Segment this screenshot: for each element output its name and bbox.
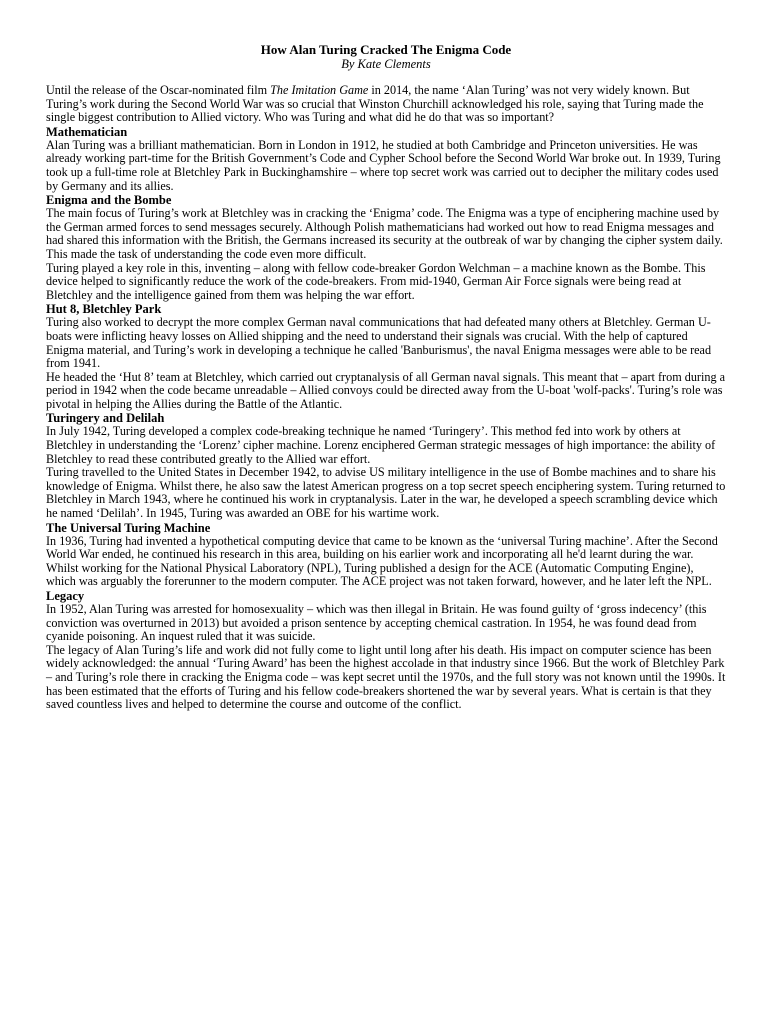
document-author: By Kate Clements (341, 57, 431, 71)
intro-text-before: Until the release of the Oscar-nominated film (46, 83, 271, 97)
section-paragraph: In 1952, Alan Turing was arrested for homosexuality – which was then illegal in Britain. He was found guilty of ‘gross indecency’ (this conviction was overturned in 2013) but avoided a prison sentence by accepting chemical castration. In 1954, he was found dead from cyanide poisoning. An inquest ruled that it was suicide. (46, 602, 707, 644)
section-paragraph: The legacy of Alan Turing’s life and work did not fully come to light until long after his death. His impact on computer science has been widely acknowledged: the annual ‘Turing Award’ has been the highest accolade in that industry since 1966. But the work of Bletchley Park – and Turing’s role there in cracking the Enigma code – was kept secret until the 1970s, and the full story was not known until the 1990s. It has been estimated that the efforts of Turing and his fellow code-breakers shortened the war by several years. What is certain is that they saved countless lives and helped to determine the course and outcome of the conflict. (46, 642, 726, 712)
section-paragraph: Alan Turing was a brilliant mathematician. Born in London in 1912, he studied at both Cambridge and Princeton universities. He was already working part-time for the British Government’s Code and Cypher School before the Second World War broke out. In 1939, Turing took up a full-time role at Bletchley Park in Buckinghamshire – where top secret work was carried out to decipher the military codes used by Germany and its allies. (46, 137, 721, 193)
section-heading-legacy: Legacy (46, 589, 85, 603)
section-heading-mathematician: Mathematician (46, 124, 128, 139)
document-page (46, 42, 726, 712)
section-paragraph: In July 1942, Turing developed a complex code-breaking technique he named ‘Turingery’. This method fed into work by others at Bletchley in understanding the ‘Lorenz’ cipher machine. Lorenz enciphered German strategic messages of high importance: the ability of Bletchley to read these contributed greatly to the Allied war effort. (46, 424, 716, 466)
section-heading-turingery-delilah: Turingery and Delilah (46, 411, 165, 426)
section-paragraph: In 1936, Turing had invented a hypothetical computing device that came to be known as the ‘universal Turing machine’. After the Second World War ended, he continued his research in this area, building on his earlier work and incorporating all he'd learnt during the war. Whilst working for the National Physical Laboratory (NPL), Turing published a design for the ACE (Automatic Computing Engine), which was arguably the forerunner to the modern computer. The ACE project was not taken forward, however, and he later left the NPL. (46, 533, 718, 589)
document-title: How Alan Turing Cracked The Enigma Code (260, 42, 512, 57)
section-paragraph: He headed the ‘Hut 8’ team at Bletchley, which carried out cryptanalysis of all German naval signals. This meant that – apart from during a period in 1942 when the code became unreadable – Allied convoys could be directed away from the U-boat 'wolf-packs'. Turing’s role was pivotal in helping the Allies during the Battle of the Atlantic. (46, 369, 725, 411)
section-heading-enigma-bombe: Enigma and the Bombe (46, 193, 172, 208)
section-paragraph: Turing travelled to the United States in December 1942, to advise US military intelligence in the use of Bombe machines and to share his knowledge of Enigma. Whilst there, he also saw the latest American progress on a top secret speech enciphering system. Turing returned to Bletchley in March 1943, where he continued his work in cryptanalysis. Later in the war, he developed a speech scrambling device which he named ‘Delilah’. In 1945, Turing was awarded an OBE for his wartime work. (46, 465, 726, 521)
intro-paragraph (46, 84, 726, 125)
section-paragraph: Turing also worked to decrypt the more complex German naval communications that had defeated many others at Bletchley. German U-boats were inflicting heavy losses on Allied shipping and the need to understand their signals was crucial. With the help of captured Enigma material, and Turing’s work in developing a technique he called 'Banburismus', the naval Enigma messages were able to be read from 1941. (46, 315, 712, 371)
film-title: The Imitation Game (270, 83, 369, 97)
section-paragraph: The main focus of Turing’s work at Bletchley was in cracking the ‘Enigma’ code. The Enigma was a type of enciphering machine used by the German armed forces to send messages securely. Although Polish mathematicians had worked out how to read Enigma messages and had shared this information with the British, the Germans increased its security at the outbreak of war by changing the cipher system daily. This made the task of understanding the code even more difficult. (46, 206, 723, 261)
intro-text-after: in 2014, the name ‘Alan Turing’ was not very widely known. But Turing’s work during the Second World War was so crucial that Winston Churchill acknowledged his role, saying that Turing made the single biggest contribution to Allied victory. Who was Turing and what did he do that was so important? (46, 83, 704, 125)
section-heading-universal-turing-machine: The Universal Turing Machine (46, 520, 211, 535)
section-heading-hut-8: Hut 8, Bletchley Park (46, 302, 162, 317)
section-paragraph: Turing played a key role in this, inventing – along with fellow code-breaker Gordon Welchman – a machine known as the Bombe. This device helped to significantly reduce the work of the code-breakers. From mid-1940, German Air Force signals were being read at Bletchley and the intelligence gained from them was helping the war effort. (46, 260, 706, 302)
